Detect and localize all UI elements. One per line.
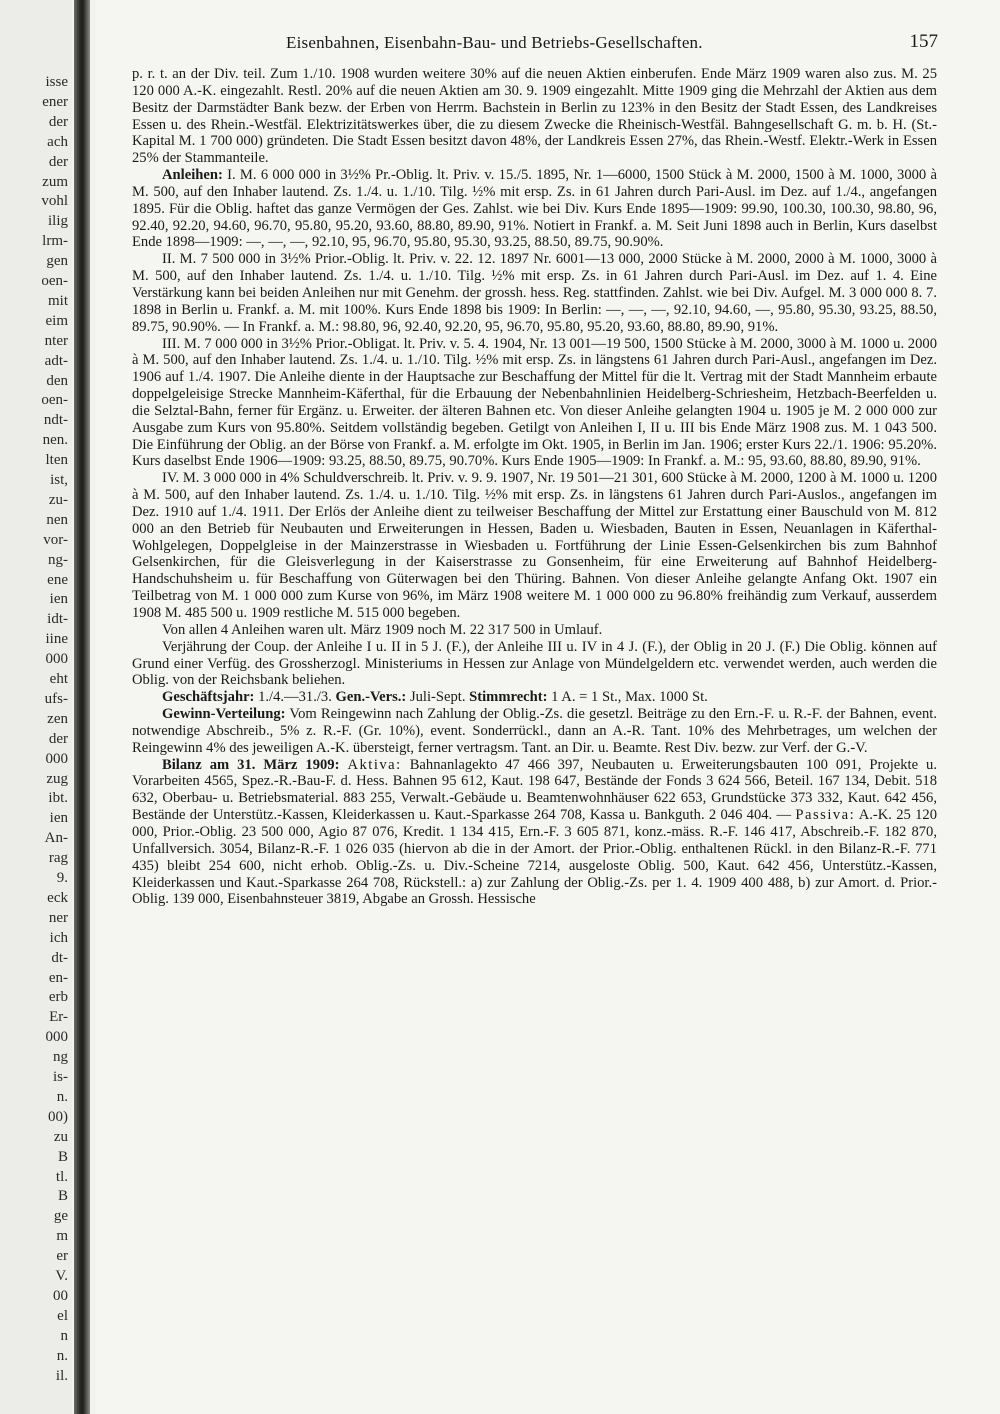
- margin-fragment: n.: [56, 1088, 68, 1105]
- paragraph-anleihen-ii: II. M. 7 500 000 in 3½% Prior.-Oblig. lt. Priv. v. 22. 12. 1897 Nr. 6001—13 000, 2000 Stücke à M. 2000, 2000 à M. 1000, 3000 à M. 500, auf den Inhaber lautend. Zs. 1./4. u. 1./10. Tilg. ½% mit ersp. Zs. in 61 Jahren durch Pari-Ausl. im Dez. auf 1. 4. Eine Verstärkung kann bei beiden Anleihen nur mit Genehm. der grossh. hess. Reg. stattfinden. Zahlst. wie bei Div. Aufgel. M. 3 000 000 8. 7. 1898 in Berlin u. Frankf. a. M. mit 100%. Kurs Ende 1898 bis 1909: In Berlin: —, —, —, 92.10, 94.60, —, 95.80, 95.30, 93.25, 88.50, 89.75, 90.90%. — In Frankf. a. M.: 98.80, 96, 92.40, 92.20, 95, 96.70, 95.80, 95.20, 93.60, 88.80, 89.90, 91%.: [132, 251, 937, 335]
- margin-fragment: iine: [45, 631, 68, 648]
- margin-fragment: ien: [49, 591, 68, 608]
- margin-fragment: ng-: [48, 551, 68, 568]
- margin-fragment: ufs-: [44, 690, 68, 707]
- adjacent-page-margin: [0, 0, 72, 1414]
- paragraph-verjaehrung: Verjährung der Coup. der Anleihe I u. II in 5 J. (F.), der Anleihe III u. IV in 4 J. (F.), der Oblig in 20 J. (F.) Die Oblig. können auf Grund einer Verfüg. des Grossherzogl. Ministeriums in Hessen zur Anlage von Mündelgeldern etc. verwendet werden, auch werden die Oblig. von der Reichsbank beliehen.: [132, 638, 937, 689]
- margin-fragment: eht: [49, 671, 68, 687]
- margin-fragment: der: [48, 153, 68, 170]
- margin-fragment: eck: [47, 889, 68, 906]
- margin-fragment: 000: [45, 750, 68, 767]
- margin-fragment: mit: [47, 292, 68, 309]
- margin-fragment: ndt-: [43, 412, 68, 429]
- paragraph-anleihen-iv: IV. M. 3 000 000 in 4% Schuldverschreib. lt. Priv. v. 9. 9. 1907, Nr. 19 501—21 301, 600 Stücke à M. 2000, 1200 à M. 1000 u. 1200 à M. 500, auf den Inhaber lautend. Zs. 1./4. u. 1./10. Tilg. ½% mit ersp. Zs. in längstens 61 Jahren durch Pari-Auslos., angefangen im Dez. 1910 auf 1./4. 1911. Der Erlös der Anleihe dient zu teilweiser Beschaffung der Mittel zur Erstattung einer Bauschuld von M. 812 000 an den Betrieb für Neubauten und Erweiterungen in Hessen, Baden u. Wiesbaden, Bauten in Essen, Neuanlagen in Käferthal-Wohlgelegen, Doppelgleise in der Mainzerstrasse in Wiesbaden u. Fortführung der Linie Essen-Gelsenkirchen bis zum Bahnhof Gelsenkirchen, für die Gleisverlegung in der Kaiserstrasse zu Gonsenheim, für eine Erweiterung auf Bahnhof Heidelberg-Handschuhsheim u. für Beschaffung von Güterwagen bei den Thüring. Bahnen. Von dieser Anleihe gelangte Anfang Okt. 1907 ein Teilbetrag von M. 1 000 000 zum Kurse von 96%, im März 1908 weitere M. 1 000 000 zu 96.80% freihändig zum Verkauf, ausserdem 1908 M. 485 500 u. 1909 restliche M. 515 000 begeben.: [132, 470, 937, 621]
- margin-fragment: 9.: [56, 870, 68, 886]
- margin-fragment: Er-: [49, 1009, 68, 1026]
- margin-fragment: V.: [55, 1268, 68, 1284]
- margin-fragment: oen-: [41, 273, 68, 289]
- margin-fragment: B: [57, 1188, 68, 1205]
- page-number: 157: [909, 31, 938, 52]
- margin-fragment: ach: [47, 133, 68, 150]
- gen-vers-value: Juli-Sept.: [406, 689, 470, 706]
- margin-fragment: vohl: [41, 193, 68, 210]
- passiva-label: Passiva:: [795, 807, 856, 824]
- margin-fragment: ich: [49, 929, 68, 946]
- margin-fragment: m: [56, 1228, 68, 1245]
- margin-fragment: erb: [48, 989, 68, 1006]
- paragraph-anleihen-iii: III. M. 7 000 000 in 3½% Prior.-Obligat. lt. Priv. v. 5. 4. 1904, Nr. 13 001—19 500, 1500 Stücke à M. 2000, 3000 à M. 1000 u. 2000 à M. 500, auf den Inhaber lautend. Zs. 1./4. u. 1./10. Tilg. ½% mit ersp. Zs. in längstens 61 Jahren durch Pari-Ausl., angefangen im Dez. 1906 auf 1./4. 1907. Die Anleihe diente in der Hauptsache zur Beschaffung der Mittel für die lt. Vertrag mit der Stadt Mannheim erbaute doppelgeleisige Strecke Mannheim-Käferthal, für die Erbauung der Nebenbahnlinien Heidelberg-Schriesheim, Hetzbach-Beerfelden u. die Selztal-Bahn, ferner für Ergänz. u. Erweiter. der älteren Bahnen etc. Von dieser Anleihe gelangten 1904 u. 1905 je M. 2 000 000 zur Ausgabe zum Kurs von 95.80%. Seitdem vollständig begeben. Getilgt von Anleihen I, II u. III bis Ende März 1908 zus. M. 1 043 500. Die Einführung der Oblig. an der Börse von Frankf. a. M. erfolgte im Okt. 1905, in Berlin im Jan. 1906; erster Kurs 22./1. 1906: 95.20%. Kurs daselbst Ende 1906—1909: 93.25, 88.50, 89.75, 90.70%. Kurs Ende 1905—1909: In Frankf. a. M.: 95, 93.60, 88.80, 89.90, 91%.: [132, 335, 937, 470]
- margin-fragment: lten: [45, 452, 68, 469]
- margin-fragment: zen: [47, 710, 68, 727]
- margin-fragment: 000: [45, 651, 68, 668]
- gewinn-verteilung-label: Gewinn-Verteilung:: [162, 706, 286, 723]
- margin-fragment: ist,: [50, 472, 68, 488]
- margin-fragment: n: [60, 1327, 68, 1344]
- margin-fragment: il.: [55, 1367, 68, 1384]
- margin-fragment: An-: [44, 830, 68, 847]
- margin-fragment: eim: [45, 312, 68, 329]
- margin-fragment: nen.: [42, 432, 68, 449]
- margin-fragment: zu-: [48, 491, 68, 508]
- paragraph-gewinn-verteilung: [132, 706, 937, 757]
- margin-fragment: ibt.: [48, 790, 68, 807]
- margin-fragment: tl.: [55, 1168, 68, 1185]
- margin-fragment: vor-: [43, 531, 68, 548]
- margin-fragment: n.: [56, 1347, 68, 1364]
- margin-fragment: 00: [53, 1287, 68, 1304]
- margin-fragment: idt-: [47, 611, 68, 628]
- book-page: [96, 0, 1000, 1414]
- margin-fragment: zug: [46, 770, 68, 787]
- margin-fragment: ilig: [47, 213, 68, 230]
- margin-fragment: el: [57, 1307, 68, 1324]
- margin-fragment: 000: [45, 1029, 68, 1046]
- margin-fragment: en-: [48, 969, 68, 986]
- paragraph-capital: p. r. t. an der Div. teil. Zum 1./10. 1908 wurden weitere 30% auf die neuen Aktien einberufen. Ende März 1909 waren also zus. M. 25 120 000 A.-K. eingezahlt. Restl. 20% auf die neuen Aktien am 30. 9. 1909 eingezahlt. Mitte 1909 ging die Mehrzahl der Aktien aus dem Besitz der Darmstädter Bank bezw. der Erben von Herrm. Bachstein in Berlin zu 123% in den Besitz der Stadt Essen, des Landkreises Essen u. des Rhein.-Westfäl. Elektrizitätswerkes über, die zu diesem Zwecke die Rheinisch-Westfäl. Bahngesellschaft G. m. b. H. (St.-Kapital M. 1 700 000) gründeten. Die Stadt Essen besitzt davon 48%, der Landkreis Essen 27%, das Rhein.-Westf. Elektr.-Werk in Essen 25% der Stammanteile.: [132, 66, 937, 167]
- paragraph-geschaeftsjahr: [132, 689, 937, 706]
- margin-fragment: ng: [53, 1049, 68, 1066]
- passiva-text: A.-K. 25 120 000, Prior.-Oblig. 23 500 000, Agio 87 076, Kredit. 1 134 415, Ern.-F. 3 605 871, konz.-mäss. R.-F. 146 417, Abschreib.-F. 182 870, Unfallversich. 3054, Bilanz-R.-F. 1 026 035 (hiervon ab die in der Amort. der Prior.-Oblig. enthaltenen Rückl. in den Bilanz-R.-F. 771 435) bleibt 254 600, nicht erhob. Oblig.-Zs. u. Div.-Scheine 7214, ausgeloste Oblig. 500, Kaut. 642 456, Unterstütz.-Kassen, Kleiderkassen und Kaut.-Sparkasse 264 708, Rückstell.: a) zur Zahlung der Oblig.-Zs. per 1. 4. 1909 400 488, b) zur Amort. d. Prior.-Oblig. 139 000, Eisenbahnsteuer 3819, Abgabe an Grossh. Hessische: [132, 807, 938, 908]
- margin-fragment: ener: [42, 93, 68, 110]
- anleihen-heading: Anleihen:: [162, 167, 223, 184]
- margin-fragment: 00): [48, 1108, 68, 1125]
- margin-fragment: ene: [47, 571, 68, 588]
- margin-fragment: der: [48, 113, 68, 130]
- margin-fragment: isse: [45, 74, 68, 90]
- margin-fragment: ien: [49, 810, 68, 827]
- margin-fragment: is-: [53, 1069, 68, 1085]
- margin-fragment: zum: [42, 173, 68, 190]
- paragraph-umlauf: Von allen 4 Anleihen waren ult. März 1909 noch M. 22 317 500 in Umlauf.: [162, 621, 603, 638]
- paragraph-anleihen-i: [132, 167, 937, 251]
- geschaeftsjahr-label: Geschäftsjahr:: [162, 689, 255, 706]
- margin-fragment: B: [57, 1148, 68, 1165]
- margin-fragment: der: [48, 730, 68, 747]
- stimmrecht-value: 1 A. = 1 St., Max. 1000 St.: [547, 689, 708, 706]
- header-title: Eisenbahnen, Eisenbahn-Bau- und Betriebs-Gesellschaften.: [286, 33, 703, 52]
- running-header: [96, 33, 944, 59]
- margin-fragment: rag: [48, 850, 68, 867]
- gewinn-verteilung-text: Vom Reingewinn nach Zahlung der Oblig.-Zs. die gesetzl. Beiträge zu den Ern.-F. u. R.-F. der Bahnen, event. notwendige Abschreib., 5% z. R.-F. (Gr. 10%), event. Sonderrückl., dann an A.-R. Tant. 10% des Mehrbetrages, um welchen der Reingewinn 4% des jeweiligen A.-K. übersteigt, ferner vertragsm. Tant. an Dir. u. Beamte. Rest Div. bezw. zur Verf. der G.-V.: [132, 706, 937, 756]
- anleihen-i-text: I. M. 6 000 000 in 3½% Pr.-Oblig. lt. Priv. v. 15./5. 1895, Nr. 1—6000, 1500 Stück à M. 2000, 1500 à M. 1000, 3000 à M. 500, auf den Inhaber lautend. Zs. 1./4. u. 1./10. Tilg. ½% mit ersp. Zs. in 61 Jahren durch Pari-Ausl. im Dez. auf 1./4., angefangen 1895. Für die Oblig. haftet das ganze Vermögen der Ges. Zahlst. wie bei Div. Kurs Ende 1895—1909: 99.90, 100.30, 100.30, 98.80, 96, 92.40, 92.20, 94.60, 96.70, 95.80, 95.20, 93.60, 88.80, 89.90, 91%. Notiert in Frankf. a. M. Seit Juni 1898 auch in Berlin, Kurs daselbst Ende 1898—1909: —, —, —, 92.10, 95, 96.70, 95.80, 95.30, 93.25, 88.50, 89.75, 90.90%.: [132, 167, 937, 251]
- margin-fragment: den: [46, 372, 68, 389]
- margin-fragment: zu: [53, 1128, 68, 1145]
- margin-fragment: ge: [53, 1208, 68, 1225]
- margin-fragment: oen-: [41, 392, 68, 409]
- margin-fragment: lrm-: [42, 233, 68, 250]
- geschaeftsjahr-value: 1./4.—31./3.: [254, 689, 336, 706]
- margin-fragment: adt-: [44, 352, 68, 369]
- margin-fragment: er: [56, 1248, 68, 1265]
- paragraph-bilanz: [132, 757, 937, 909]
- stimmrecht-label: Stimmrecht:: [469, 689, 548, 706]
- margin-fragment: nen: [46, 511, 68, 528]
- bilanz-label: Bilanz am 31. März 1909:: [162, 756, 340, 773]
- aktiva-text: Bahnanlagekto 47 466 397, Neubauten u. Erweiterungsbauten 100 091, Projekte u. Vorarbeiten 4565, Spez.-R.-Bau-F. d. Hess. Bahnen 95 612, Kaut. 198 647, Bestände der Fonds 3 624 566, Beteil. 167 134, Debit. 518 632, Oberbau- u. Betriebsmaterial. 883 255, Verwalt.-Gebäude u. Beamtenwohnhäuser 622 653, Grundstücke 373 332, Kaut. 642 456, Bestände der Unterstütz.-Kassen, Kleiderkassen u. Kaut.-Sparkasse 264 708, Kassa u. Bankguth. 2 046 404. —: [132, 756, 937, 824]
- aktiva-label: Aktiva:: [347, 756, 402, 773]
- margin-fragment: ner: [48, 909, 68, 926]
- body-text: [132, 66, 937, 908]
- gen-vers-label: Gen.-Vers.:: [335, 689, 407, 706]
- margin-fragment: gen: [46, 253, 68, 270]
- book-gutter: [74, 0, 90, 1414]
- margin-fragment: dt-: [51, 949, 68, 966]
- margin-fragment: nter: [44, 332, 68, 349]
